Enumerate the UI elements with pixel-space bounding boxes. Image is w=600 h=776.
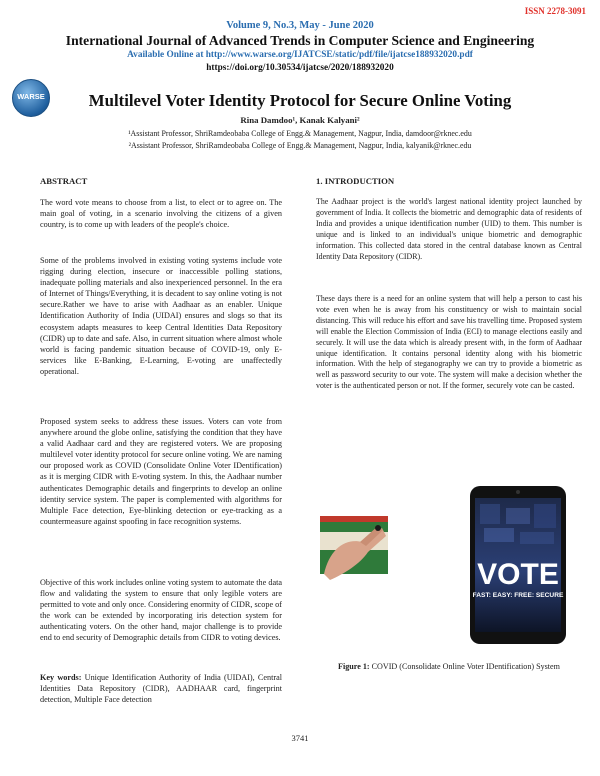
- authors: Rina Damdoo¹, Kanak Kalyani²: [240, 115, 360, 125]
- available-online-url[interactable]: Available Online at http://www.warse.org/IJATCSE/static/pdf/file/ijatcse188932020.pdf: [127, 50, 473, 60]
- vote-word: VOTE: [477, 558, 559, 591]
- volume-line: Volume 9, No.3, May - June 2020: [226, 20, 374, 31]
- issn: ISSN 2278-3091: [524, 6, 586, 16]
- phone-vote-illustration: [466, 484, 570, 646]
- abstract-paragraph-3: Proposed system seeks to address these issues. Voters can vote from anywhere around the globe online, satisfying the condition that they have a valid Aadhaar card and they are registered voters. We are proposing multilevel voter identity protocol for secure online voting. We are naming our proposed work as COVID (Consolidate Online Voter IDentification) as it is merging CIDR with E-voting system. In this, the Aadhaar number authenticates Demographic details and fingerprints to develop an online identity service system. The paper is complemented with algorithms for Multiple Face detection, Eye-blinking detection or eye-tracking as a countermeasure against spoofing in face recognition systems.: [40, 417, 282, 526]
- keywords-text: Unique Identification Authority of India (UIDAI), Central Identities Data Repository (CIDR), AADHAAR card, fingerprint detection, Multiple Face detection: [40, 673, 283, 705]
- vote-slogan: FAST: EASY: FREE: SECURE: [472, 592, 564, 599]
- doi-link[interactable]: https://doi.org/10.30534/ijatcse/2020/188932020: [206, 63, 394, 73]
- keywords: [40, 672, 282, 705]
- abstract-heading: ABSTRACT: [40, 176, 88, 186]
- affiliation-2: ²Assistant Professor, ShriRamdeobaba College of Engg.& Management, Nagpur, India, kalyanik@rknec.edu: [128, 141, 472, 150]
- abstract-paragraph-1: The word vote means to choose from a list, to elect or to agree on. The main goal of voting, in a scenario involving the citizens of a given country, is to come up with leaders of the people's choice.: [40, 198, 282, 230]
- figure-caption-label: Figure 1:: [338, 662, 370, 671]
- introduction-paragraph-1: The Aadhaar project is the world's largest national identity project launched by government of India. It collects the biometric and demographic data of residents of India and provides a unique identification number (UID) to them. This number is unique and is linked to an individual's unique biometric and demographic information. This collected data stored in the central database known as Central Identity Data Repository (CIDR).: [316, 197, 582, 261]
- journal-name: International Journal of Advanced Trends in Computer Science and Engineering: [65, 33, 535, 48]
- warse-logo-text: WARSE: [17, 92, 45, 101]
- keywords-label: Key words:: [40, 673, 82, 682]
- figure-caption: [314, 661, 584, 672]
- figure-caption-text: COVID (Consolidate Online Voter IDentification) System: [371, 662, 560, 671]
- affiliation-1: ¹Assistant Professor, ShriRamdeobaba College of Engg.& Management, Nagpur, India, damdoor@rknec.edu: [128, 129, 472, 138]
- hand-voting-illustration: [320, 508, 388, 580]
- introduction-heading: 1. INTRODUCTION: [316, 176, 395, 186]
- abstract-paragraph-2: Some of the problems involved in existing voting systems include vote rigging during election, insecure or inaccessible polling stations, inadequate polling materials and also inexperienced personnel. In the era of Internet of Things/Everything, it is decadent to say online voting is not secure.Rather we have to arise with Aadhaar as an enabler. Unique Identification Authority of India (UIDAI) ensures and slogs so that its ecosystem adapts measures to keep Central Identities Data Repository (CIDR) up to date and safe. Also, in current situation where almost whole world is facing pandemic situation because of COVID-19, only E-services like E-Banking, E-Learning, E-voting are unaffectedly operational.: [40, 256, 282, 376]
- paper-title: Multilevel Voter Identity Protocol for Secure Online Voting: [88, 91, 512, 110]
- introduction-paragraph-2: These days there is a need for an online system that will help a person to cast his vote even when he is away from his constituency or wish to maintain social distancing. This will reduce his effort and save his travelling time. Proposed system will enable the Election Commission of India (ECI) to manage elections easily and securely. It will use the data which is already present with, in the form of Aadhaar unique identification. It contains personal identity along with his biometric information. With the help of steganography we can try to provide a biometric as well as password security to our vote. The system will make a decision whether the voter is the authenticated person or not. If the former, securely vote can be casted.: [316, 294, 582, 391]
- abstract-paragraph-4: Objective of this work includes online voting system to automate the data flow and validating the system to ensure that only legible voters are permitted to vote and only once. Considering enormity of CIDR, scope of the work can be extended by incorporating iris detection system for authenticating voters. On the other hand, major challenge is to provide end to end security of Demographic details from CIDR to voting devices.: [40, 578, 282, 643]
- page-number: 3741: [291, 733, 309, 743]
